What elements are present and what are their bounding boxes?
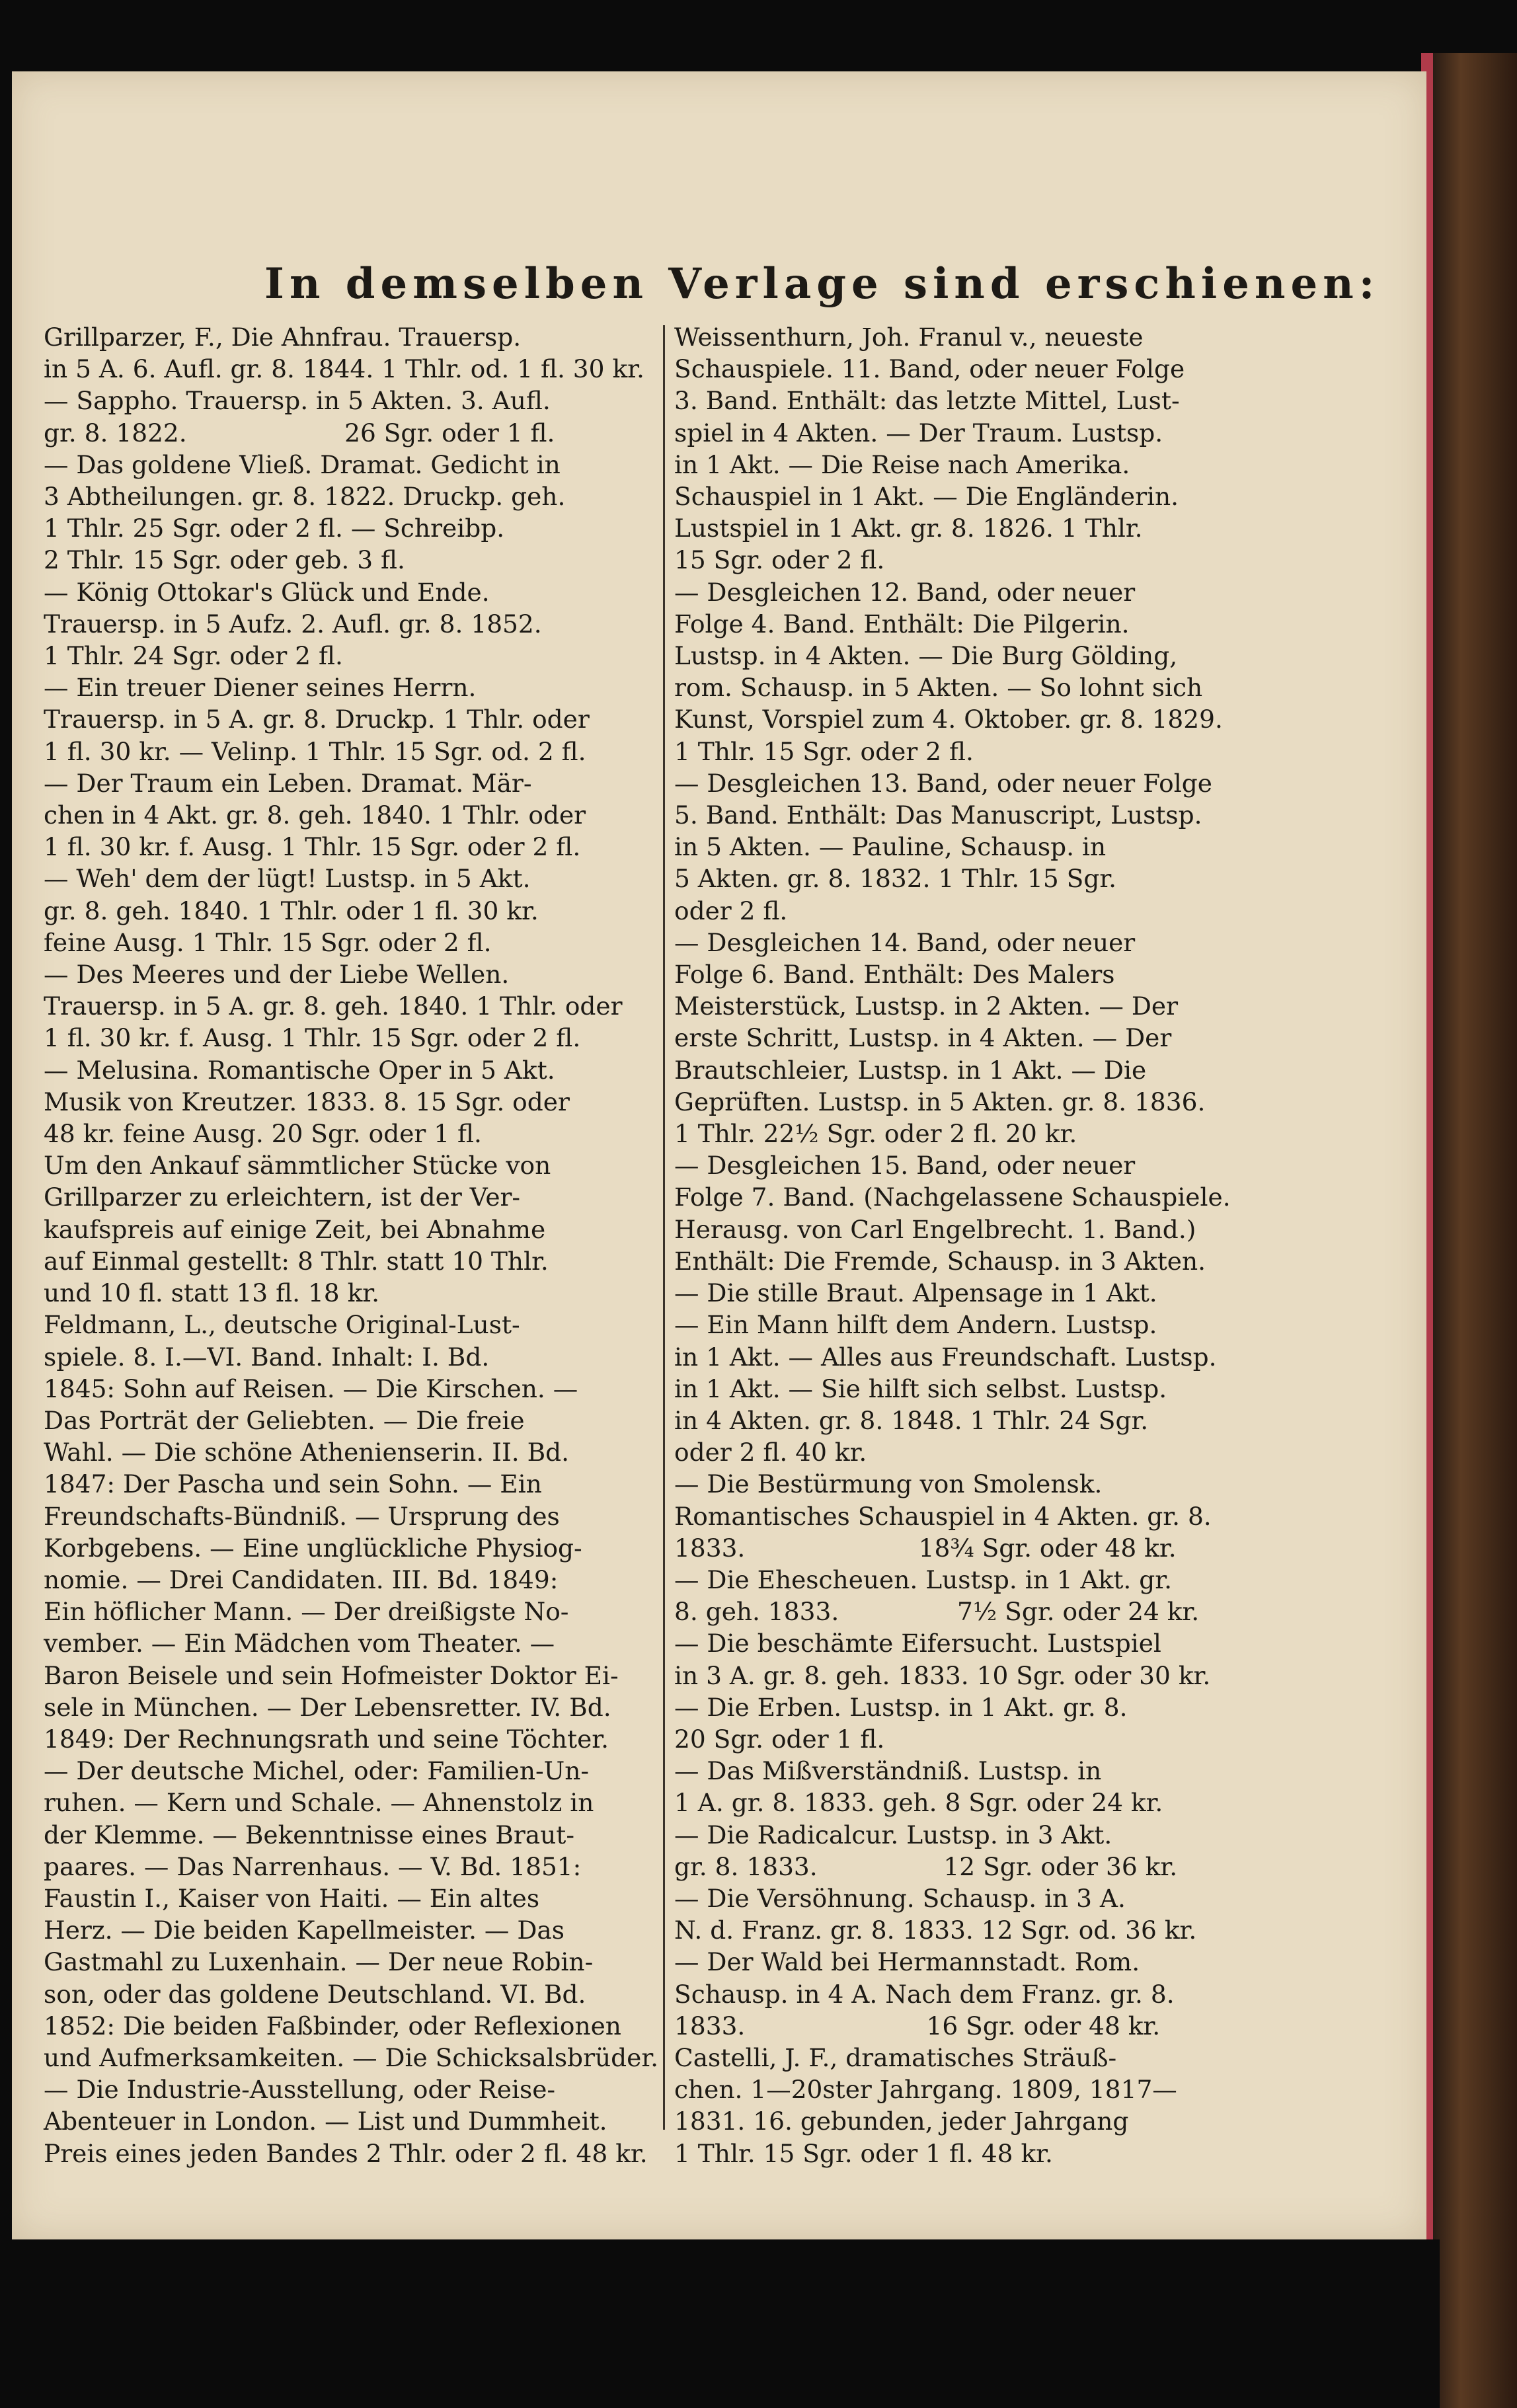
book-edge (1421, 53, 1517, 2408)
text-line: Meisterstück, Lustsp. in 2 Akten. — Der (674, 991, 1179, 1021)
text-line: Das Porträt der Geliebten. — Die freie (44, 1405, 525, 1435)
text-line: ruhen. — Kern und Schale. — Ahnenstolz in (44, 1788, 594, 1818)
text-line: chen in 4 Akt. gr. 8. geh. 1840. 1 Thlr. oder (44, 800, 586, 830)
text-line: 1 Thlr. 24 Sgr. oder 2 fl. (44, 641, 343, 671)
text-line: 5 Akten. gr. 8. 1832. 1 Thlr. 15 Sgr. (674, 864, 1117, 894)
left-column (44, 321, 659, 2169)
text-line: 15 Sgr. oder 2 fl. (674, 545, 885, 575)
text-line: Herausg. von Carl Engelbrecht. 1. Band.) (674, 1214, 1196, 1244)
text-line: chen. 1—20ster Jahrgang. 1809, 1817— (674, 2075, 1177, 2105)
text-line: Geprüften. Lustsp. in 5 Akten. gr. 8. 1836. (674, 1087, 1206, 1116)
text-line: gr. 8. 1833. 12 Sgr. oder 36 kr. (674, 1851, 1178, 1881)
text-line: in 3 A. gr. 8. geh. 1833. 10 Sgr. oder 30 kr. (674, 1660, 1211, 1690)
text-line: 1 Thlr. 25 Sgr. oder 2 fl. — Schreibp. (44, 514, 505, 543)
text-line: 1 fl. 30 kr. — Velinp. 1 Thlr. 15 Sgr. od. 2 fl. (44, 736, 586, 766)
text-line: — Die Versöhnung. Schausp. in 3 A. (674, 1883, 1126, 1913)
text-line: — Desgleichen 13. Band, oder neuer Folge (674, 768, 1212, 798)
text-line: Grillparzer zu erleichtern, ist der Ver- (44, 1183, 521, 1212)
text-line: Schausp. in 4 A. Nach dem Franz. gr. 8. (674, 1979, 1175, 2009)
text-line: — Die Erben. Lustsp. in 1 Akt. gr. 8. (674, 1692, 1128, 1722)
text-line: 1833. 16 Sgr. oder 48 kr. (674, 2011, 1161, 2040)
text-line: Folge 6. Band. Enthält: Des Malers (674, 960, 1115, 990)
text-line: sele in München. — Der Lebensretter. IV. Bd. (44, 1692, 611, 1722)
text-line: — Ein Mann hilft dem Andern. Lustsp. (674, 1310, 1157, 1340)
text-line: 1845: Sohn auf Reisen. — Die Kirschen. — (44, 1374, 578, 1403)
text-line: 1 A. gr. 8. 1833. geh. 8 Sgr. oder 24 kr. (674, 1788, 1163, 1818)
text-line: son, oder das goldene Deutschland. VI. Bd. (44, 1979, 586, 2009)
text-line: N. d. Franz. gr. 8. 1833. 12 Sgr. od. 36 kr. (674, 1916, 1197, 1945)
text-line: und Aufmerksamkeiten. — Die Schicksalsbrüder. (44, 2042, 659, 2072)
text-line: auf Einmal gestellt: 8 Thlr. statt 10 Thlr. (44, 1246, 549, 1276)
text-line: — Der Wald bei Hermannstadt. Rom. (674, 1947, 1140, 1977)
text-line: Lustspiel in 1 Akt. gr. 8. 1826. 1 Thlr. (674, 514, 1143, 543)
text-line: 2 Thlr. 15 Sgr. oder geb. 3 fl. (44, 545, 405, 575)
text-line: paares. — Das Narrenhaus. — V. Bd. 1851: (44, 1851, 582, 1881)
text-line: — Des Meeres und der Liebe Wellen. (44, 960, 510, 990)
text-line: — Die Radicalcur. Lustsp. in 3 Akt. (674, 1820, 1112, 1849)
text-line: in 5 A. 6. Aufl. gr. 8. 1844. 1 Thlr. od. 1 fl. 30 kr. (44, 354, 644, 384)
text-line: Freundschafts-Bündniß. — Ursprung des (44, 1501, 560, 1531)
text-line: Wahl. — Die schöne Athenienserin. II. Bd. (44, 1438, 570, 1467)
column-divider (663, 325, 665, 2130)
text-line: — Melusina. Romantische Oper in 5 Akt. (44, 1055, 555, 1085)
text-line: — Das goldene Vließ. Dramat. Gedicht in (44, 449, 561, 479)
text-line: feine Ausg. 1 Thlr. 15 Sgr. oder 2 fl. (44, 927, 492, 957)
text-line: 1831. 16. gebunden, jeder Jahrgang (674, 2107, 1129, 2136)
text-line: erste Schritt, Lustsp. in 4 Akten. — Der (674, 1023, 1172, 1053)
text-line: — Ein treuer Diener seines Herrn. (44, 673, 477, 703)
text-line: — Das Mißverständniß. Lustsp. in (674, 1756, 1102, 1786)
text-line: 8. geh. 1833. 7½ Sgr. oder 24 kr. (674, 1597, 1200, 1627)
text-line: 1852: Die beiden Faßbinder, oder Reflexionen (44, 2011, 621, 2040)
text-line: — Die beschämte Eifersucht. Lustspiel (674, 1629, 1161, 1658)
text-line: Enthält: Die Fremde, Schausp. in 3 Akten. (674, 1246, 1206, 1276)
text-line: Grillparzer, F., Die Ahnfrau. Trauersp. (44, 323, 522, 352)
text-line: 48 kr. feine Ausg. 20 Sgr. oder 1 fl. (44, 1119, 482, 1149)
text-line: Castelli, J. F., dramatisches Sträuß- (674, 2042, 1117, 2072)
text-line: rom. Schausp. in 5 Akten. — So lohnt sich (674, 673, 1203, 703)
text-line: 1833. 18¾ Sgr. oder 48 kr. (674, 1533, 1177, 1563)
text-line: der Klemme. — Bekenntnisse eines Braut- (44, 1820, 575, 1849)
text-line: in 1 Akt. — Alles aus Freundschaft. Lustsp. (674, 1342, 1217, 1372)
text-line: — Sappho. Trauersp. in 5 Akten. 3. Aufl. (44, 386, 551, 416)
text-line: Brautschleier, Lustsp. in 1 Akt. — Die (674, 1055, 1147, 1085)
text-line: Romantisches Schauspiel in 4 Akten. gr. 8. (674, 1501, 1212, 1531)
text-line: Preis eines jeden Bandes 2 Thlr. oder 2 fl. 48 kr. (44, 2138, 648, 2168)
page-bottom-shadow (12, 2239, 1440, 2408)
text-line: oder 2 fl. 40 kr. (674, 1438, 867, 1467)
text-line: 1 Thlr. 15 Sgr. oder 1 fl. 48 kr. (674, 2138, 1053, 2168)
text-line: Faustin I., Kaiser von Haiti. — Ein altes (44, 1883, 540, 1913)
text-line: in 1 Akt. — Sie hilft sich selbst. Lustsp. (674, 1374, 1167, 1403)
page-heading: In demselben Verlage sind erschienen: (264, 259, 1380, 309)
text-line: — Desgleichen 12. Band, oder neuer (674, 577, 1136, 607)
text-line: Trauersp. in 5 A. gr. 8. Druckp. 1 Thlr. oder (44, 705, 590, 734)
text-line: spiel in 4 Akten. — Der Traum. Lustsp. (674, 418, 1163, 447)
text-line: 5. Band. Enthält: Das Manuscript, Lustsp. (674, 800, 1202, 830)
text-line: Weissenthurn, Joh. Franul v., neueste (674, 323, 1144, 352)
text-line: — Die Industrie-Ausstellung, oder Reise- (44, 2075, 556, 2105)
text-line: 1 Thlr. 22½ Sgr. oder 2 fl. 20 kr. (674, 1119, 1077, 1149)
text-line: Lustsp. in 4 Akten. — Die Burg Gölding, (674, 641, 1178, 671)
text-line: gr. 8. 1822. 26 Sgr. oder 1 fl. (44, 418, 555, 447)
text-line: — Desgleichen 15. Band, oder neuer (674, 1151, 1136, 1181)
text-line: — König Ottokar's Glück und Ende. (44, 577, 490, 607)
text-line: Trauersp. in 5 Aufz. 2. Aufl. gr. 8. 1852. (44, 609, 542, 639)
text-line: — Desgleichen 14. Band, oder neuer (674, 927, 1136, 957)
text-line: in 1 Akt. — Die Reise nach Amerika. (674, 449, 1130, 479)
text-line: Folge 4. Band. Enthält: Die Pilgerin. (674, 609, 1130, 639)
text-line: Gastmahl zu Luxenhain. — Der neue Robin- (44, 1947, 594, 1977)
text-line: Herz. — Die beiden Kapellmeister. — Das (44, 1916, 565, 1945)
text-line: 1847: Der Pascha und sein Sohn. — Ein (44, 1469, 542, 1499)
text-line: 1849: Der Rechnungsrath und seine Töchter. (44, 1724, 609, 1754)
right-column (674, 321, 1269, 2169)
text-line: 3 Abtheilungen. gr. 8. 1822. Druckp. geh. (44, 482, 566, 512)
text-line: — Die stille Braut. Alpensage in 1 Akt. (674, 1278, 1157, 1308)
text-line: spiele. 8. I.—VI. Band. Inhalt: I. Bd. (44, 1342, 490, 1372)
text-line: — Weh' dem der lügt! Lustsp. in 5 Akt. (44, 864, 531, 894)
text-line: in 5 Akten. — Pauline, Schausp. in (674, 832, 1107, 862)
text-line: Schauspiele. 11. Band, oder neuer Folge (674, 354, 1185, 384)
text-line: gr. 8. geh. 1840. 1 Thlr. oder 1 fl. 30 kr. (44, 896, 539, 925)
text-line: Feldmann, L., deutsche Original-Lust- (44, 1310, 520, 1340)
text-line: — Die Bestürmung von Smolensk. (674, 1469, 1103, 1499)
text-line: Baron Beisele und sein Hofmeister Doktor Ei- (44, 1660, 619, 1690)
text-line: Korbgebens. — Eine unglückliche Physiog- (44, 1533, 582, 1563)
text-line: nomie. — Drei Candidaten. III. Bd. 1849: (44, 1565, 559, 1594)
text-line: und 10 fl. statt 13 fl. 18 kr. (44, 1278, 380, 1308)
text-line: — Der deutsche Michel, oder: Familien-Un- (44, 1756, 590, 1786)
text-line: Musik von Kreutzer. 1833. 8. 15 Sgr. oder (44, 1087, 570, 1116)
text-line: kaufspreis auf einige Zeit, bei Abnahme (44, 1214, 546, 1244)
text-line: in 4 Akten. gr. 8. 1848. 1 Thlr. 24 Sgr. (674, 1405, 1149, 1435)
text-line: Folge 7. Band. (Nachgelassene Schauspiele. (674, 1183, 1231, 1212)
text-line: 1 Thlr. 15 Sgr. oder 2 fl. (674, 736, 974, 766)
text-line: Trauersp. in 5 A. gr. 8. geh. 1840. 1 Thlr. oder (44, 991, 623, 1021)
text-line: 1 fl. 30 kr. f. Ausg. 1 Thlr. 15 Sgr. oder 2 fl. (44, 1023, 581, 1053)
text-line: Kunst, Vorspiel zum 4. Oktober. gr. 8. 1829. (674, 705, 1223, 734)
text-line: 1 fl. 30 kr. f. Ausg. 1 Thlr. 15 Sgr. oder 2 fl. (44, 832, 581, 862)
text-line: Schauspiel in 1 Akt. — Die Engländerin. (674, 482, 1179, 512)
text-line: oder 2 fl. (674, 896, 788, 925)
text-line: 20 Sgr. oder 1 fl. (674, 1724, 885, 1754)
text-line: 3. Band. Enthält: das letzte Mittel, Lust- (674, 386, 1180, 416)
text-line: — Der Traum ein Leben. Dramat. Mär- (44, 768, 532, 798)
text-line: Um den Ankauf sämmtlicher Stücke von (44, 1151, 551, 1181)
text-line: Abenteuer in London. — List und Dummheit. (44, 2107, 607, 2136)
text-line: Ein höflicher Mann. — Der dreißigste No- (44, 1597, 569, 1627)
text-line: vember. — Ein Mädchen vom Theater. — (44, 1629, 555, 1658)
text-line: — Die Ehescheuen. Lustsp. in 1 Akt. gr. (674, 1565, 1172, 1594)
